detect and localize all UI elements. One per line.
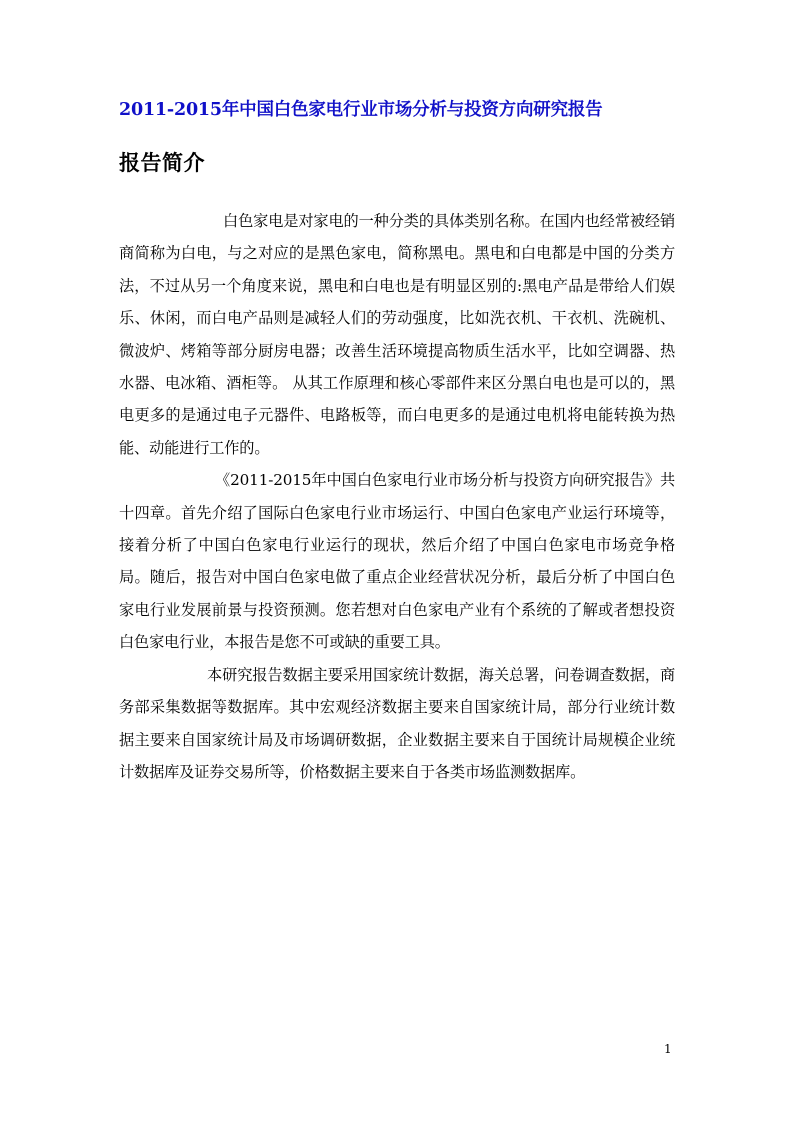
report-introduction-body — [119, 205, 675, 788]
section-heading: 报告简介 — [119, 150, 205, 175]
report-title: 2011-2015年中国白色家电行业市场分析与投资方向研究报告 — [119, 100, 603, 120]
intro-paragraph: 《2011-2015年中国白色家电行业市场分析与投资方向研究报告》共十四章。首先介绍了国际白色家电行业市场运行、中国白色家电产业运行环境等，接着分析了中国白色家电行业运行的现状，然后介绍了中国白色家电市场竞争格局。随后，报告对中国白色家电做了重点企业经营状况分析，最后分析了中国白色家电行业发展前景与投资预测。您若想对白色家电产业有个系统的了解或者想投资白色家电行业，本报告是您不可或缺的重要工具。 — [119, 471, 675, 652]
intro-paragraph: 本研究报告数据主要采用国家统计数据，海关总署，问卷调查数据，商务部采集数据等数据库。其中宏观经济数据主要来自国家统计局，部分行业统计数据主要来自国家统计局及市场调研数据，企业数据主要来自于国统计局规模企业统计数据库及证券交易所等，价格数据主要来自于各类市场监测数据库。 — [119, 665, 675, 781]
page-number: 1 — [664, 1042, 672, 1056]
intro-paragraph: 白色家电是对家电的一种分类的具体类别名称。在国内也经常被经销商简称为白电，与之对应的是黑色家电，简称黑电。黑电和白电都是中国的分类方法，不过从另一个角度来说，黑电和白电也是有明显区别的:黑电产品是带给人们娱乐、休闲，而白电产品则是减轻人们的劳动强度，比如洗衣机、干衣机、洗碗机、微波炉、烤箱等部分厨房电器；改善生活环境提高物质生活水平，比如空调器、热水器、电冰箱、酒柜等。 从其工作原理和核心零部件来区分黑白电也是可以的，黑电更多的是通过电子元器件、电路板等，而白电更多的是通过电机将电能转换为热能、动能进行工作的。 — [119, 212, 675, 457]
